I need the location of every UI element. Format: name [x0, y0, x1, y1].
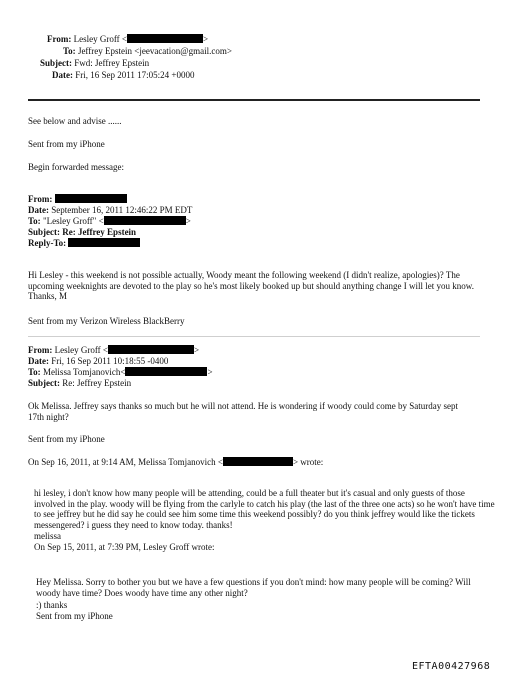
header-to-row	[63, 46, 232, 57]
header-subject-label: Subject:	[40, 58, 72, 68]
fwd1-from-label: From:	[28, 194, 53, 204]
fwd1-to-label: To:	[28, 216, 41, 226]
fwd1-to-close: >	[185, 216, 191, 226]
sent-iphone-line: Sent from my iPhone	[28, 139, 105, 149]
fwd2-subject-row	[28, 378, 131, 389]
msg4-sent-iphone: Sent from my iPhone	[36, 611, 113, 621]
fwd2-from-value: Lesley Groff <	[54, 345, 108, 355]
redaction-box	[108, 345, 194, 354]
msg3-name: melissa	[34, 531, 61, 541]
fwd2-to-close: >	[207, 367, 213, 377]
fwd1-date-value: September 16, 2011 12:46:22 PM EDT	[51, 205, 193, 215]
redaction-box	[55, 194, 127, 203]
fwd2-from-close: >	[193, 345, 200, 355]
fwd1-to-value: "Lesley Groff" <	[42, 216, 104, 226]
header-from-row	[47, 34, 208, 45]
fwd2-to-value: Melissa Tomjanovich<	[42, 367, 126, 377]
header-from-value: Lesley Groff <	[73, 34, 127, 44]
fwd1-date-label: Date:	[28, 205, 49, 215]
fwd1-replyto-row	[28, 238, 140, 249]
header-to-label: To:	[63, 46, 76, 56]
fwd1-subject-row	[28, 227, 136, 238]
redaction-box	[104, 216, 186, 225]
header-subject-value: Fwd: Jeffrey Epstein	[74, 58, 150, 68]
fwd1-from-row	[28, 194, 127, 205]
advise-line: See below and advise ......	[28, 116, 122, 126]
header-date-value: Fri, 16 Sep 2011 17:05:24 +0000	[75, 70, 195, 80]
header-date-row	[52, 70, 195, 81]
header-to-value: Jeffrey Epstein <jeevacation@gmail.com>	[77, 46, 232, 56]
fwd1-to-row	[28, 216, 191, 227]
fwd1-subject-label: Subject:	[28, 227, 60, 237]
msg2-wrote-line	[28, 457, 323, 468]
msg4-thanks: :) thanks	[36, 600, 68, 610]
msg2-paragraph: Ok Melissa. Jeffrey says thanks so much but he will not attend. He is wondering if woody could come by Saturday sept 17th night?	[28, 401, 459, 422]
begin-forwarded-line: Begin forwarded message:	[28, 162, 124, 172]
fwd2-from-label: From:	[28, 345, 53, 355]
msg2-wrote-suffix: > wrote:	[292, 457, 324, 467]
fwd2-to-label: To:	[28, 367, 41, 377]
message-divider	[28, 336, 480, 337]
header-date-label: Date:	[52, 70, 73, 80]
msg4-paragraph: Hey Melissa. Sorry to bother you but we have a few questions if you don't mind: how many people will be coming? Will woody have time? Does woody have time any other night?	[36, 577, 471, 598]
fwd1-subject-value: Re: Jeffrey Epstein	[62, 227, 137, 237]
header-subject-row	[40, 58, 149, 69]
fwd2-from-row	[28, 345, 199, 356]
msg2-sent-iphone: Sent from my iPhone	[28, 434, 105, 444]
fwd2-date-value: Fri, 16 Sep 2011 10:18:55 -0400	[51, 356, 169, 366]
fwd1-date-row	[28, 205, 192, 216]
redaction-box	[127, 34, 203, 43]
redaction-box	[68, 238, 140, 247]
fwd1-replyto-label: Reply-To:	[28, 238, 67, 248]
fwd2-date-label: Date:	[28, 356, 49, 366]
header-divider	[28, 99, 480, 101]
fwd2-to-row	[28, 367, 213, 378]
fwd2-date-row	[28, 356, 168, 367]
header-from-label: From:	[47, 34, 72, 44]
msg1-signature: Sent from my Verizon Wireless BlackBerry	[28, 316, 185, 326]
fwd2-subject-label: Subject:	[28, 378, 60, 388]
redaction-box	[223, 457, 293, 466]
msg3-wrote-line: On Sep 15, 2011, at 7:39 PM, Lesley Groff wrote:	[34, 542, 215, 552]
header-from-close: >	[202, 34, 209, 44]
msg2-wrote-prefix: On Sep 16, 2011, at 9:14 AM, Melissa Tomjanovich <	[28, 457, 223, 467]
document-id: EFTA00427968	[412, 661, 491, 672]
msg1-paragraph: Hi Lesley - this weekend is not possible actually, Woody meant the following weekend (I didn't realize, apologies)? The upcoming weeknights are devoted to the play so he's most likely booked up but should anything change I will let you know. Thanks, M	[28, 270, 474, 302]
redaction-box	[125, 367, 207, 376]
fwd2-subject-value: Re: Jeffrey Epstein	[62, 378, 132, 388]
msg3-paragraph: hi lesley, i don't know how many people will be attending, could be a full theater but it's casual and only guests of those involved in the play. woody will be flying from the carlyle to catch his play (the last of the three one acts) so he won't have time to see jeffrey but he did say he could see him some time this weekend possibly? do you think jeffrey would like the tickets messengered? i guess they need to know today. thanks!	[34, 488, 495, 530]
